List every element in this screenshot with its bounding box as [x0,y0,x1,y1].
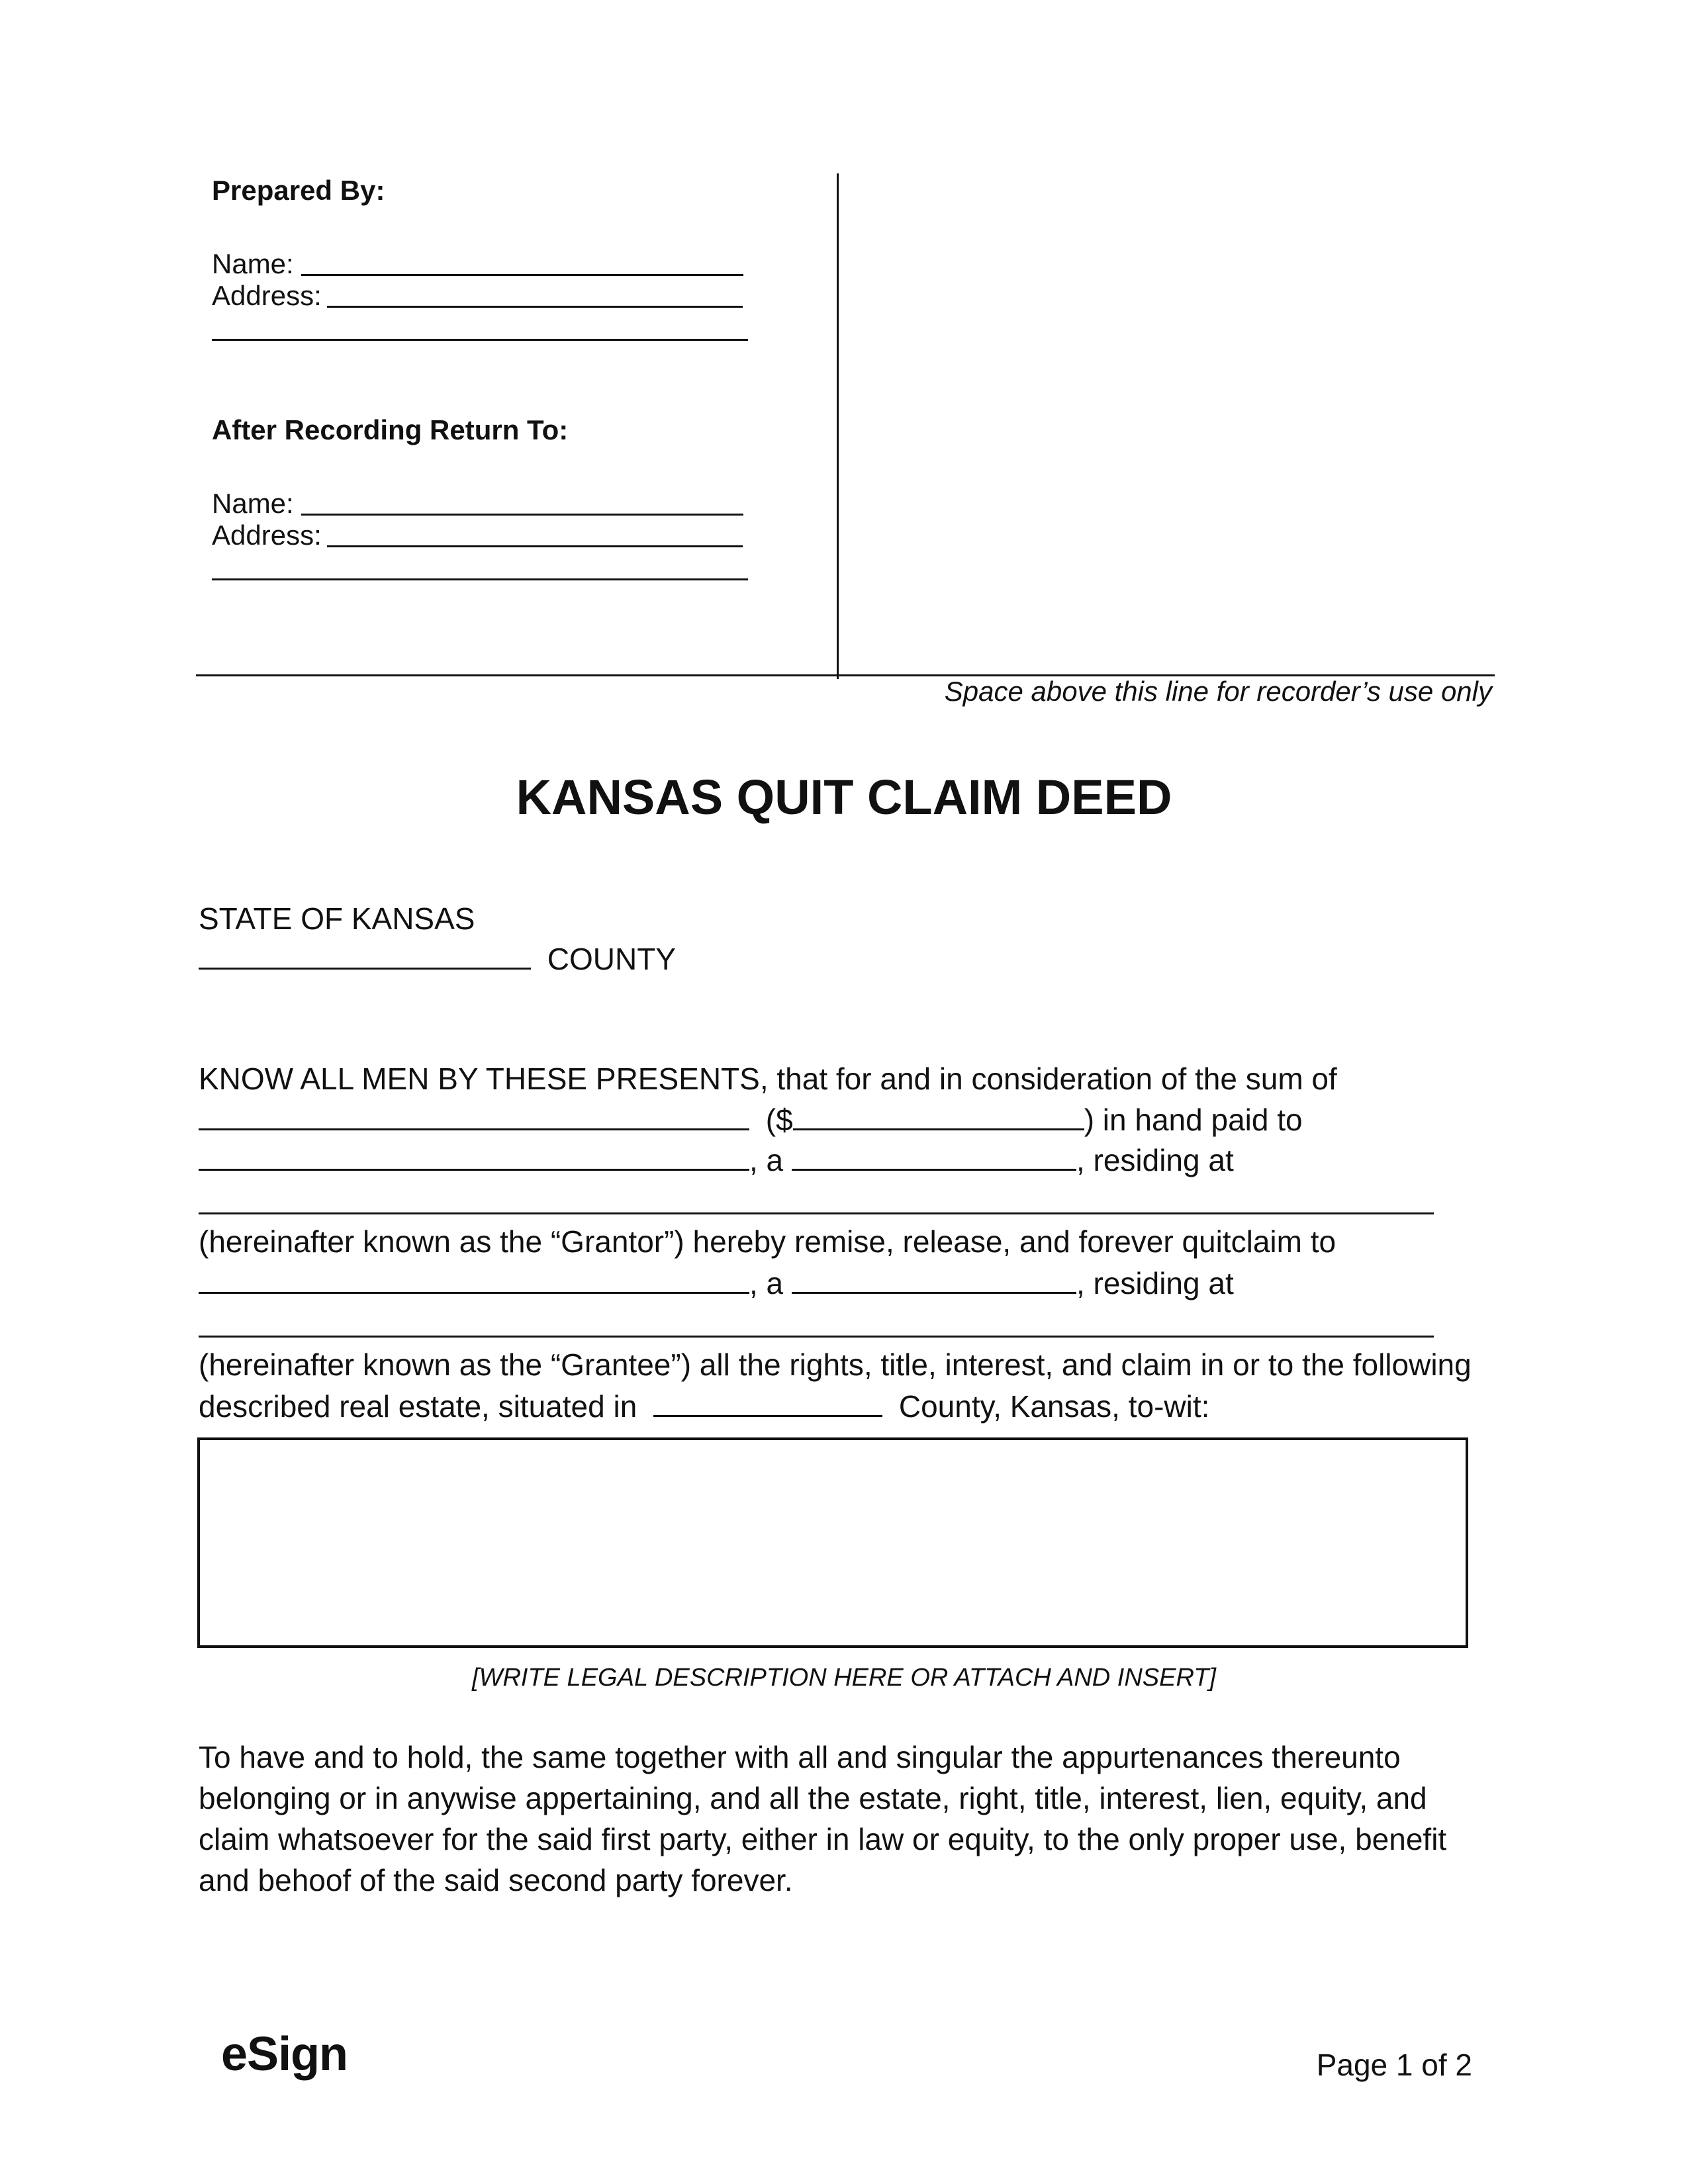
prepared-by-name-label: Name: [212,248,294,279]
grantor-residing-text: , residing at [1076,1143,1234,1177]
grantee-status-field[interactable] [792,1264,1076,1294]
dollar-open: ($ [765,1103,793,1137]
situated-line [199,1387,1209,1425]
consideration-amount-words-field[interactable] [199,1101,749,1130]
prepared-by-address-field[interactable] [327,306,743,308]
county-label: COUNTY [547,942,677,976]
dollar-close: ) in hand paid to [1084,1103,1303,1137]
legal-description-caption: [WRITE LEGAL DESCRIPTION HERE OR ATTACH AND INSERT] [472,1664,1216,1692]
grantor-address-field[interactable] [199,1212,1434,1214]
county-name-field[interactable] [199,940,531,970]
prepared-by-address-label: Address: [212,280,322,311]
esign-logo: eSign [221,2028,348,2081]
grantee-clause: (hereinafter known as the “Grantee”) all the rights, title, interest, and claim in or to the following [199,1347,1472,1382]
return-to-address-line2-field[interactable] [212,578,748,580]
return-to-heading: After Recording Return To: [212,414,569,445]
return-to-address-field[interactable] [327,545,743,547]
page-number: Page 1 of 2 [1316,2048,1472,2082]
grantee-name-field[interactable] [199,1264,749,1294]
grantor-clause: (hereinafter known as the “Grantor”) hereby remise, release, and forever quitclaim to [199,1224,1336,1259]
situated-prefix: described real estate, situated in [199,1389,637,1424]
return-to-name-label: Name: [212,488,294,519]
grantor-status-field[interactable] [792,1141,1076,1171]
recorder-divider-vertical [837,173,839,679]
grantee-line [199,1264,1234,1302]
habendum-paragraph: To have and to hold, the same together with all and singular the appurtenances thereunto belonging or in anywise appertaining, and all the estate, right, title, interest, lien, equity, and claim whatsoever for the said first party, either in law or equity, to the only proper use, benefit and behoof of the said second party forever. [199,1740,1447,1897]
return-to-address-label: Address: [212,520,322,551]
situated-suffix: County, Kansas, to-wit: [898,1389,1210,1424]
consideration-amount-line [199,1101,1303,1138]
grantee-address-field[interactable] [199,1336,1434,1338]
prepared-by-name-field[interactable] [301,274,743,276]
grantee-a-text: , a [749,1266,784,1300]
recorder-note: Space above this line for recorder’s use only [944,676,1492,707]
legal-description-box[interactable] [197,1437,1468,1648]
situated-county-field[interactable] [653,1387,882,1417]
consideration-amount-number-field[interactable] [793,1101,1084,1130]
grantor-name-field[interactable] [199,1141,749,1171]
grantor-a-text: , a [749,1143,784,1177]
consideration-intro: KNOW ALL MEN BY THESE PRESENTS, that for and in consideration of the sum of [199,1062,1337,1096]
return-to-name-field[interactable] [301,514,743,516]
state-line: STATE OF KANSAS [199,901,475,936]
county-line [199,940,676,978]
grantee-residing-text: , residing at [1076,1266,1234,1300]
document-title: KANSAS QUIT CLAIM DEED [516,770,1172,825]
grantor-line [199,1141,1234,1179]
prepared-by-heading: Prepared By: [212,175,385,206]
prepared-by-address-line2-field[interactable] [212,339,748,341]
